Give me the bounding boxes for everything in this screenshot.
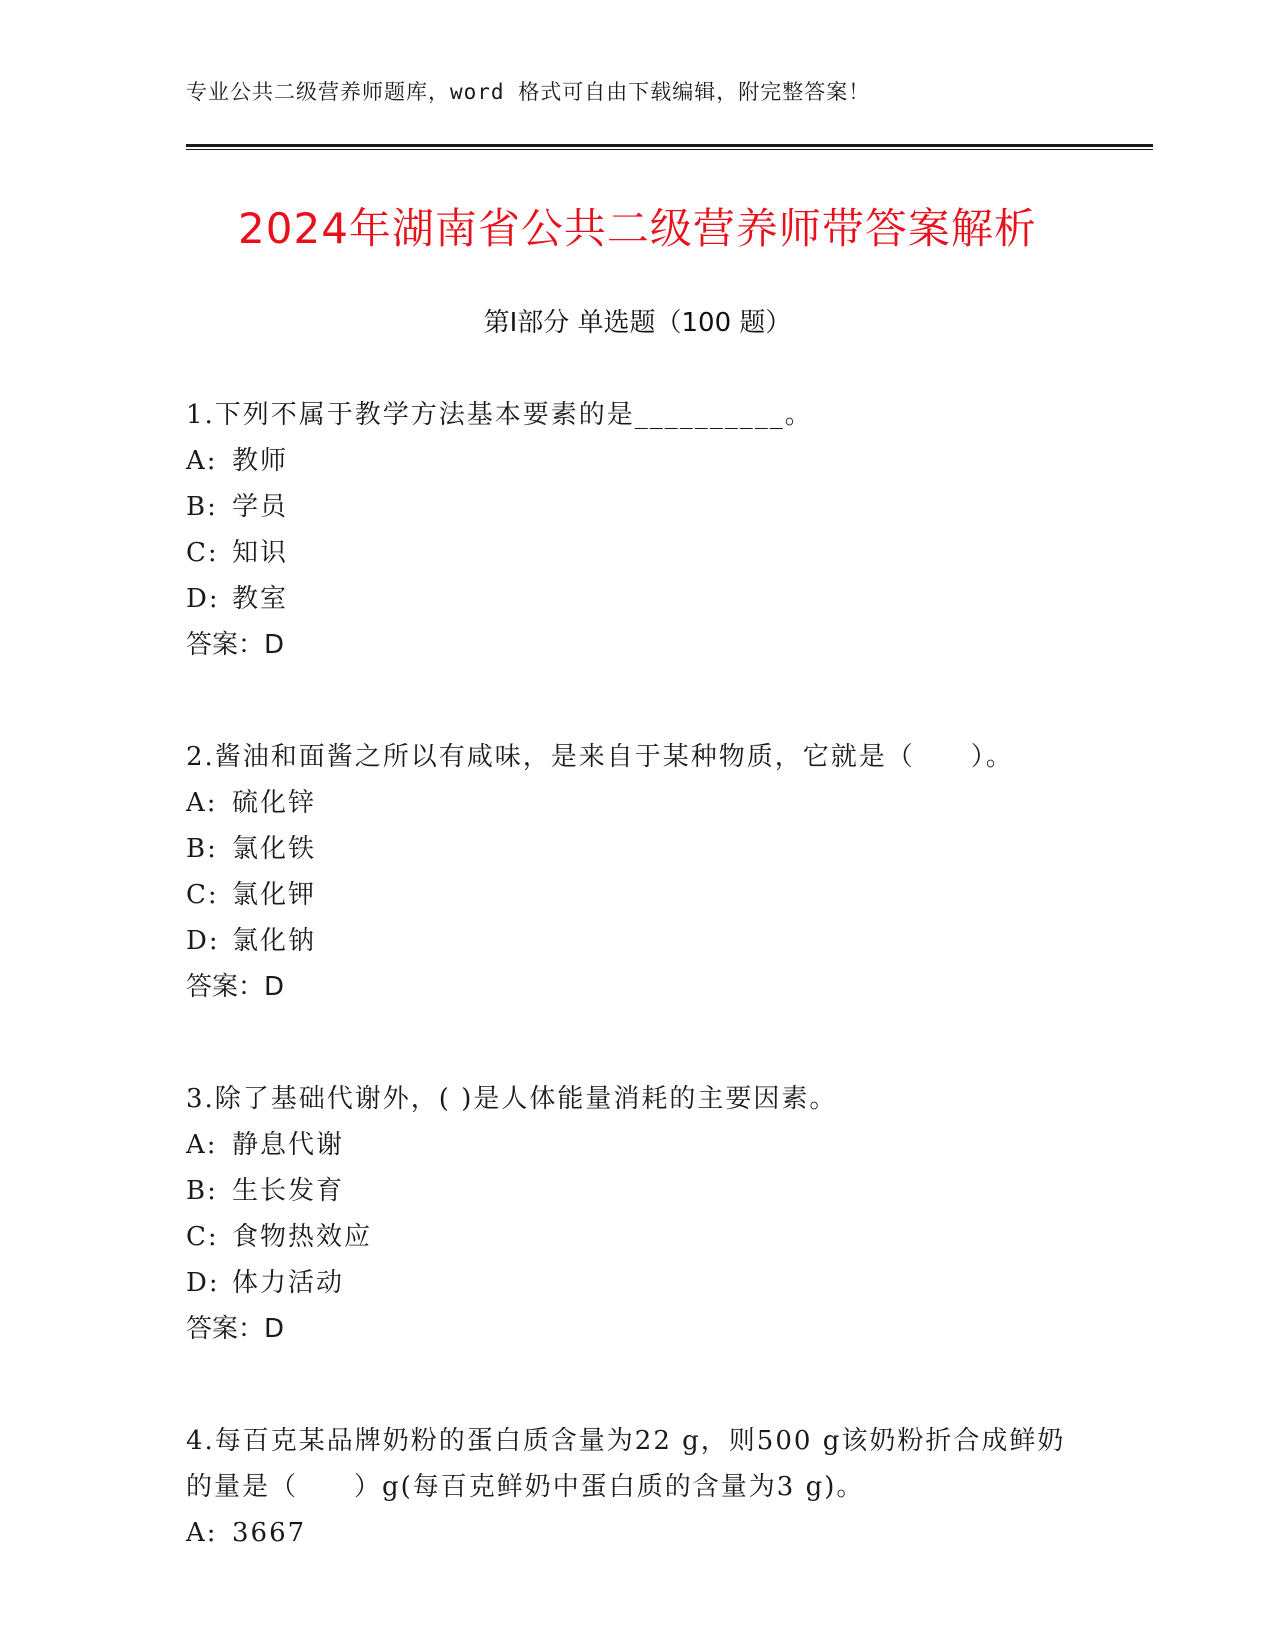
option-letter: A: [186, 1518, 218, 1548]
option-text: 氯化铁 [232, 834, 317, 864]
option-letter: A: [186, 446, 218, 476]
option-letter: A: [186, 1130, 218, 1160]
option-text: 体力活动 [232, 1268, 345, 1298]
option-letter: B: [186, 1176, 218, 1206]
option-text: 3667 [232, 1518, 307, 1548]
question-2 [186, 734, 1086, 1010]
question-list [186, 392, 1086, 1622]
option-letter: B: [186, 834, 218, 864]
option-letter: A: [186, 788, 218, 818]
option-b [186, 826, 1086, 872]
section-title: 第Ⅰ部分 单选题（100 题） [483, 308, 792, 338]
header-rule-thin [186, 149, 1153, 150]
option-a [186, 1510, 1086, 1556]
option-c [186, 530, 1086, 576]
answer-line: 答案：D [186, 1314, 285, 1344]
option-b [186, 484, 1086, 530]
option-text: 氯化钠 [232, 926, 317, 956]
option-text: 学员 [232, 492, 289, 522]
option-d [186, 576, 1086, 622]
header-rule [186, 144, 1153, 147]
question-1 [186, 392, 1086, 668]
option-a [186, 438, 1086, 484]
option-text: 生长发育 [232, 1176, 345, 1206]
question-stem: 3.除了基础代谢外，( )是人体能量消耗的主要因素。 [186, 1084, 838, 1114]
question-stem: 1.下列不属于教学方法基本要素的是__________。 [186, 400, 813, 430]
option-text: 教师 [232, 446, 289, 476]
option-text: 氯化钾 [232, 880, 317, 910]
question-3 [186, 1076, 1086, 1352]
option-b [186, 1168, 1086, 1214]
answer-line: 答案：D [186, 630, 285, 660]
option-letter: D: [186, 1268, 220, 1298]
option-text: 静息代谢 [232, 1130, 345, 1160]
option-c [186, 1214, 1086, 1260]
option-d [186, 1260, 1086, 1306]
option-text: 教室 [232, 584, 289, 614]
option-letter: C: [186, 1222, 219, 1252]
option-text: 硫化锌 [232, 788, 317, 818]
option-text: 食物热效应 [232, 1222, 373, 1252]
answer-line: 答案：D [186, 972, 285, 1002]
question-4 [186, 1418, 1086, 1556]
question-stem: 2.酱油和面酱之所以有咸味，是来自于某种物质，它就是（ ）。 [186, 742, 1014, 772]
header-note: 专业公共二级营养师题库，word 格式可自由下载编辑，附完整答案！ [186, 80, 871, 104]
document-title: 2024年湖南省公共二级营养师带答案解析 [238, 204, 1037, 253]
option-a [186, 1122, 1086, 1168]
option-a [186, 780, 1086, 826]
option-letter: D: [186, 584, 220, 614]
option-c [186, 872, 1086, 918]
option-d [186, 918, 1086, 964]
option-text: 知识 [232, 538, 289, 568]
option-letter: B: [186, 492, 218, 522]
question-stem: 4.每百克某品牌奶粉的蛋白质含量为22 g，则500 g该奶粉折合成鲜奶的量是（ ）g(每百克鲜奶中蛋白质的含量为3 g)。 [186, 1426, 1066, 1502]
option-letter: C: [186, 538, 219, 568]
option-letter: C: [186, 880, 219, 910]
option-letter: D: [186, 926, 220, 956]
